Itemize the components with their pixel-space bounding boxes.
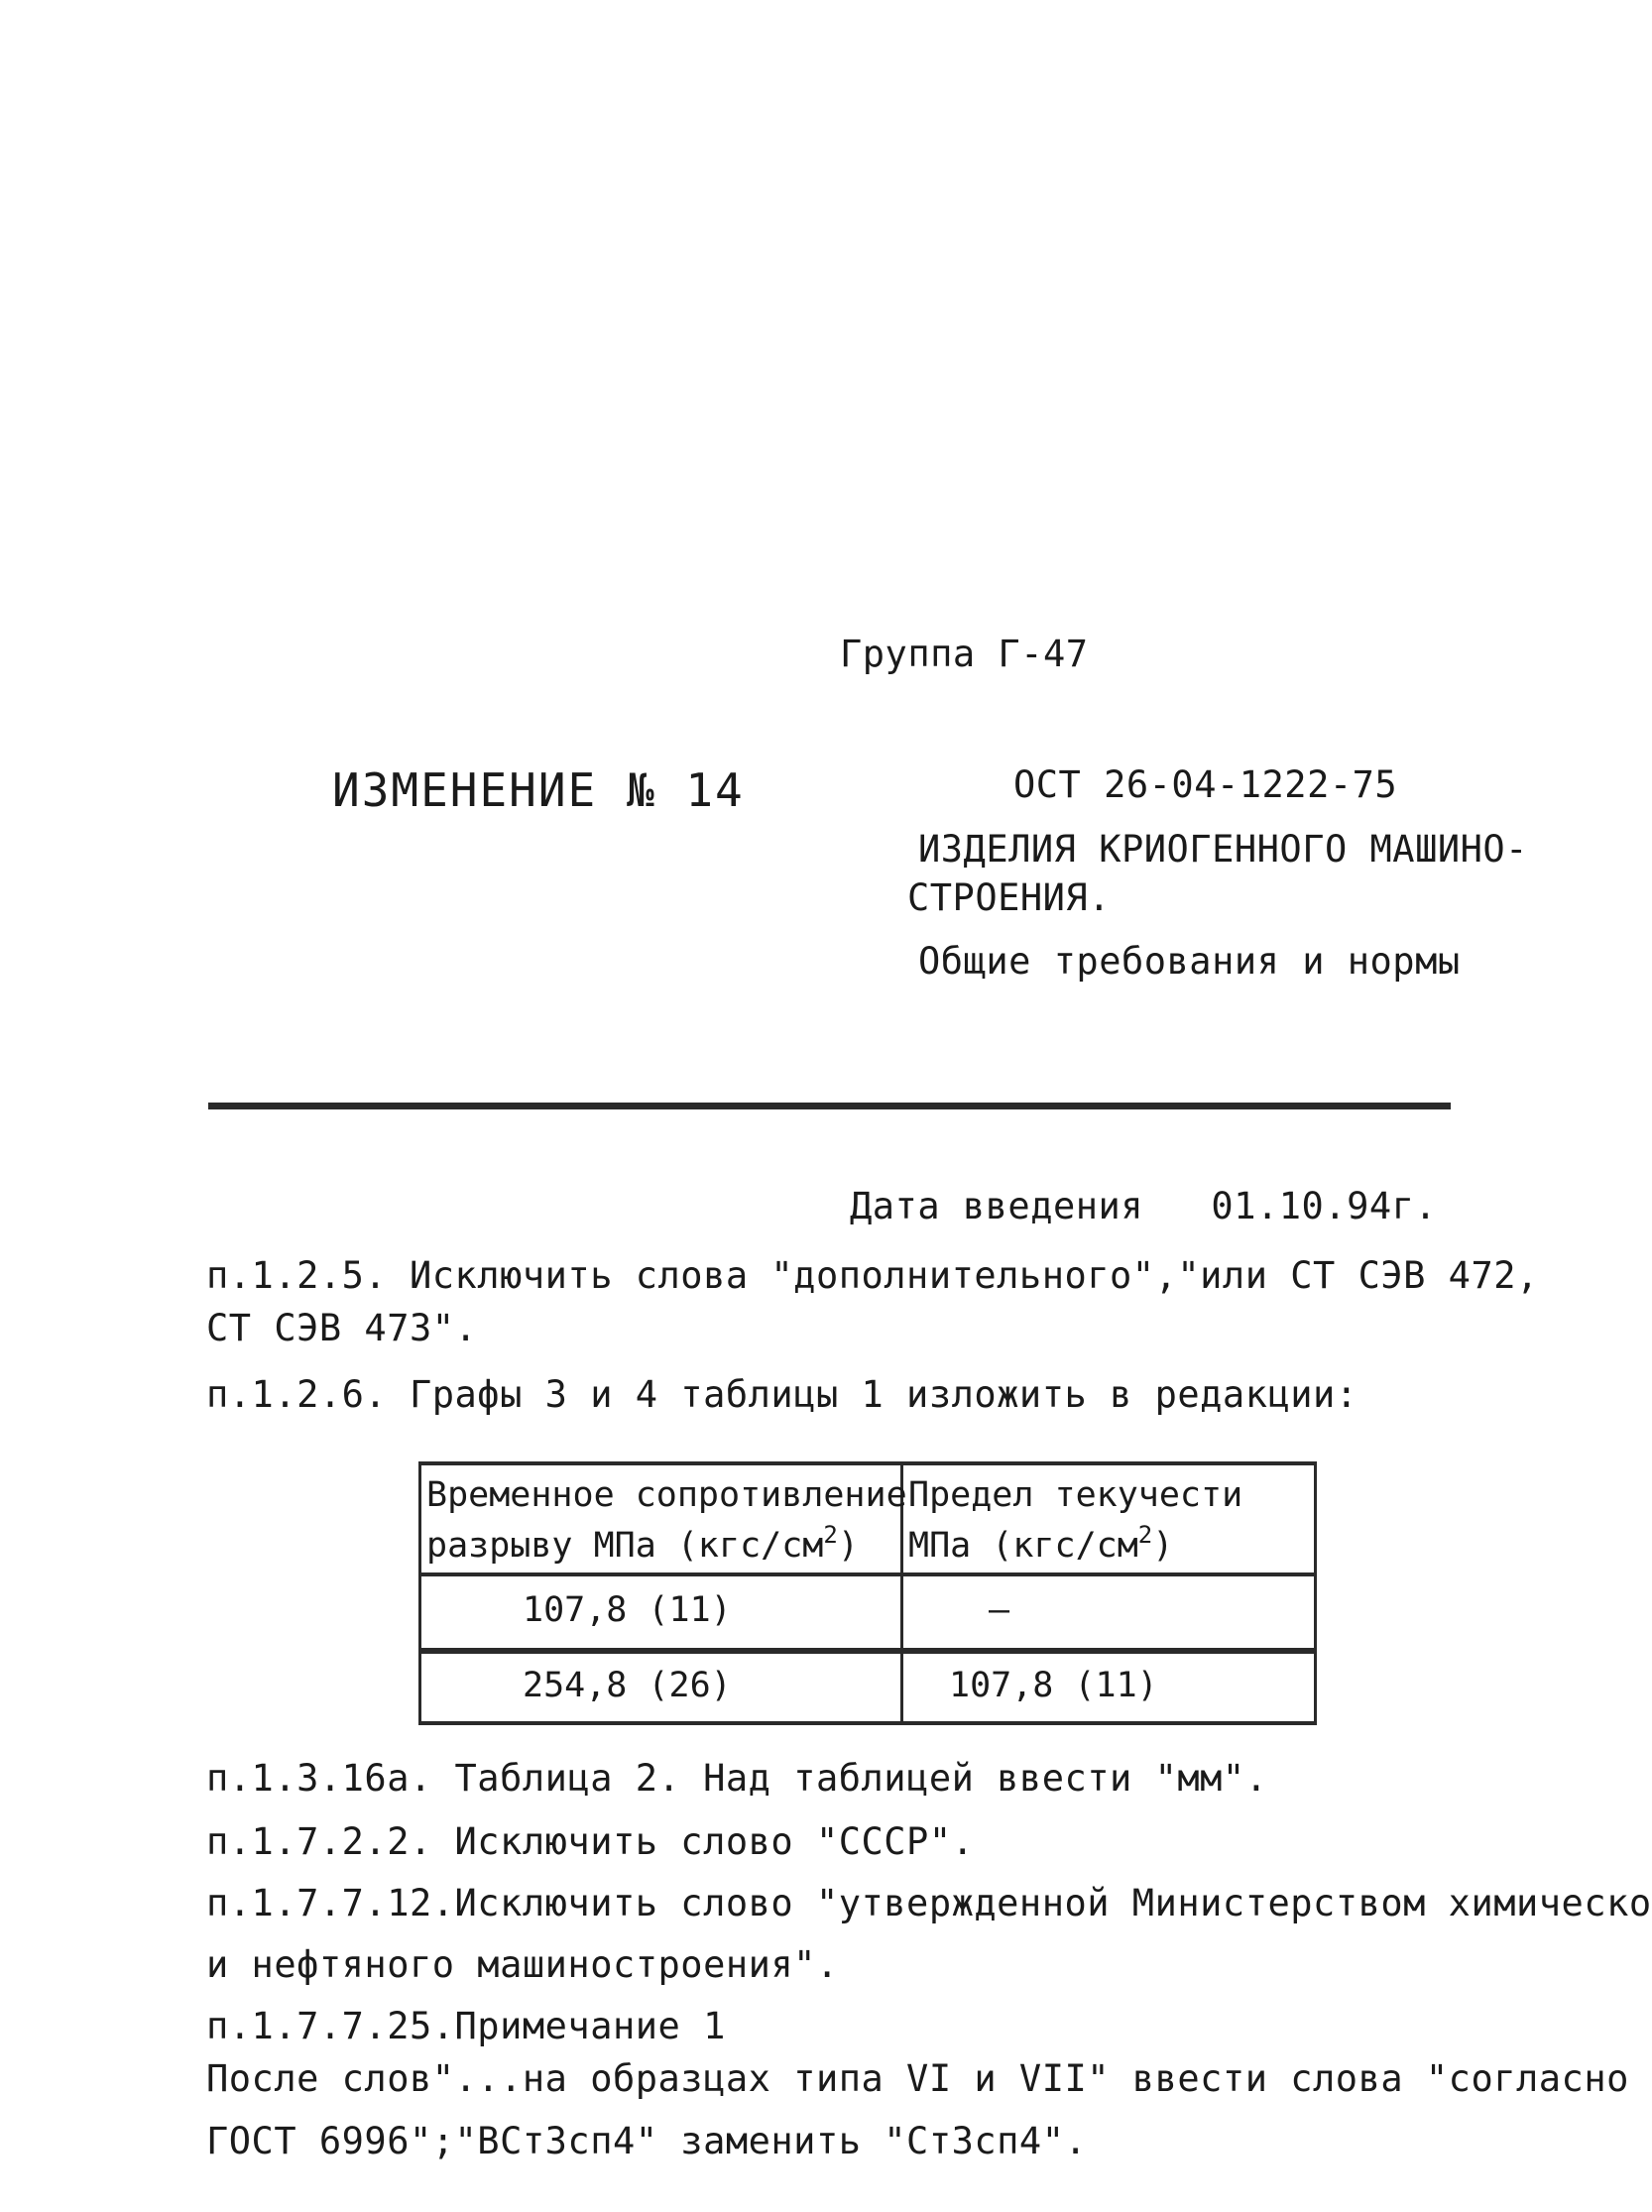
item-1-7-2-2: п.1.7.2.2. Исключить слово "СССР". [206, 1820, 975, 1863]
change-number-title: ИЗМЕНЕНИЕ № 14 [332, 763, 745, 817]
table-top-border [418, 1461, 1317, 1465]
date-value: 01.10.94г. [1211, 1185, 1438, 1227]
group-code: Группа Г-47 [840, 633, 1089, 675]
table-row1-col2: – [989, 1590, 1010, 1630]
standard-title-line1: ИЗДЕЛИЯ КРИОГЕННОГО МАШИНО- [918, 828, 1528, 871]
horizontal-rule [208, 1103, 1451, 1109]
table-header-col2-line1: Предел текучести [908, 1475, 1243, 1515]
table-row-divider [418, 1648, 1317, 1654]
table-bottom-border [418, 1721, 1317, 1725]
table-row1-col1: 107,8 (11) [523, 1590, 732, 1630]
table-header-col1-sup: 2 [823, 1521, 838, 1549]
item-1-2-6: п.1.2.6. Графы 3 и 4 таблицы 1 изложить в редакции: [206, 1373, 1358, 1416]
table-row2-col2: 107,8 (11) [949, 1666, 1158, 1705]
table-header-col1-close: ) [837, 1526, 859, 1566]
table-header-col2-line2 [908, 1521, 1173, 1566]
standard-number: ОСТ 26-04-1222-75 [1013, 763, 1398, 806]
date-label: Дата введения [850, 1185, 1144, 1227]
item-1-7-7-12-line1: п.1.7.7.12.Исключить слово "утвержденной Министерством химическо [206, 1882, 1652, 1924]
item-1-7-7-12-line2: и нефтяного машиностроения". [206, 1943, 839, 1986]
replacement-table [418, 1461, 1317, 1725]
item-1-7-7-25-line3: ГОСТ 6996";"ВСт3сп4" заменить "Ст3сп4". [206, 2120, 1088, 2162]
item-1-7-7-25-line2: После слов"...на образцах типа VI и VII" ввести слова "согласно [206, 2057, 1629, 2100]
table-header-col1-line2 [426, 1521, 859, 1566]
table-header-col1-unit: разрыву МПа (кгс/см [426, 1526, 824, 1566]
standard-title-line3: Общие требования и нормы [918, 940, 1461, 983]
table-header-col1-line1: Временное сопротивление [426, 1475, 907, 1515]
standard-title-line2: СТРОЕНИЯ. [907, 876, 1111, 919]
introduction-date [850, 1185, 1437, 1227]
table-header-col2-sup: 2 [1137, 1521, 1153, 1549]
item-1-2-5-line2: СТ СЭВ 473". [206, 1307, 478, 1349]
item-1-3-16a: п.1.3.16а. Таблица 2. Над таблицей ввести "мм". [206, 1757, 1268, 1800]
item-1-2-5-line1: п.1.2.5. Исключить слова "дополнительного","или СТ СЭВ 472, [206, 1254, 1539, 1297]
table-left-border [418, 1461, 421, 1725]
table-right-border [1314, 1461, 1317, 1725]
item-1-7-7-25-line1: п.1.7.7.25.Примечание 1 [206, 2005, 726, 2047]
table-header-divider [418, 1572, 1317, 1576]
table-header-col2-unit: МПа (кгс/см [908, 1526, 1138, 1566]
table-row2-col1: 254,8 (26) [523, 1666, 732, 1705]
table-header-col2-close: ) [1152, 1526, 1174, 1566]
